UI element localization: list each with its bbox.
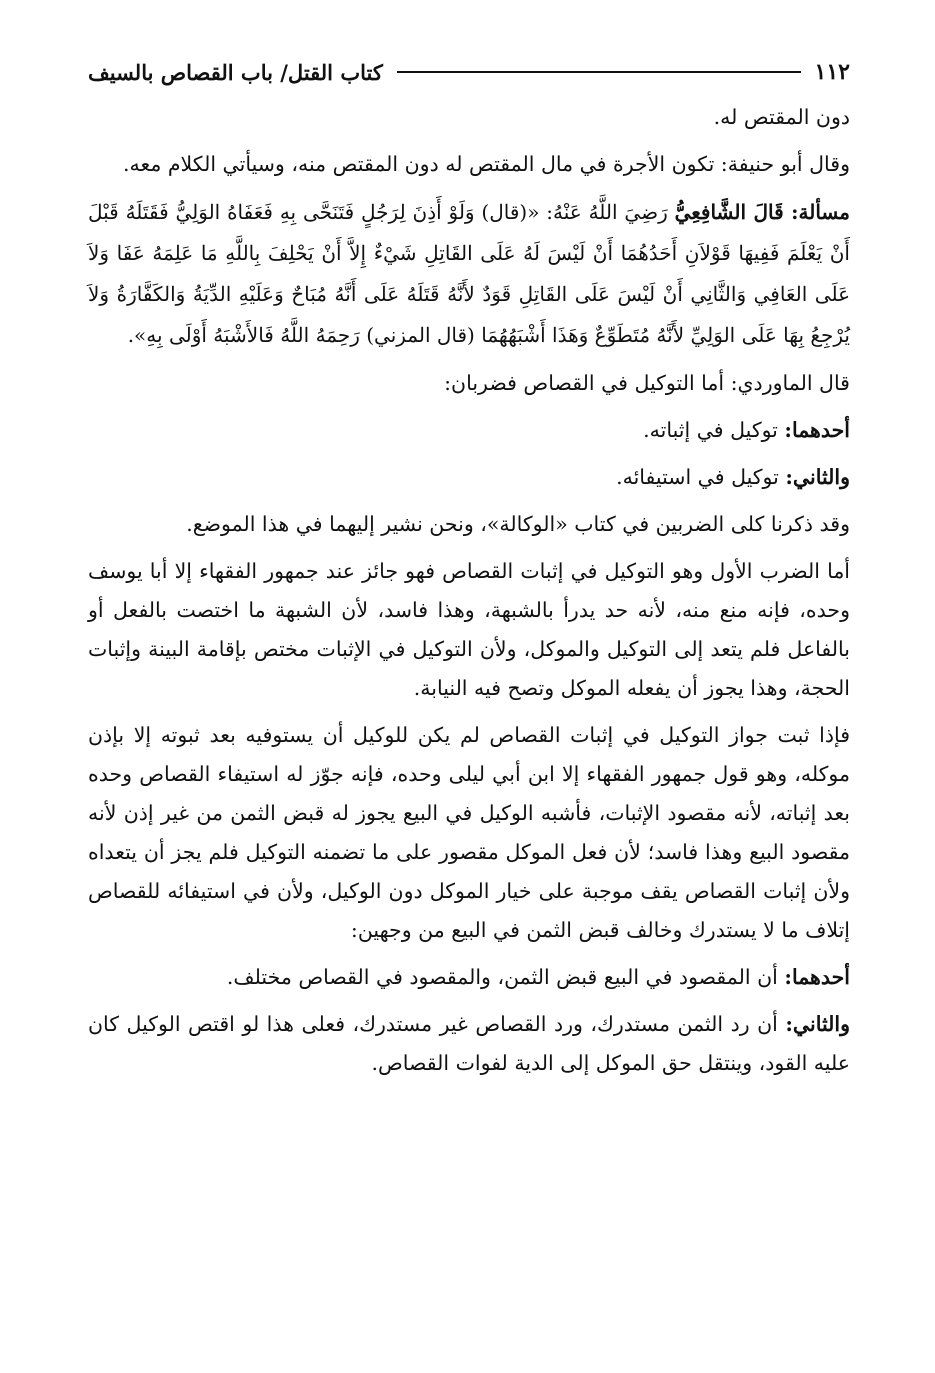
paragraph-lead: أحدهما: xyxy=(784,965,850,989)
header-rule xyxy=(397,71,801,73)
page-number: ١١٢ xyxy=(814,59,850,85)
paragraph-5 xyxy=(88,411,850,450)
paragraph-lead: والثاني: xyxy=(785,1012,850,1036)
paragraph-text: أن رد الثمن مستدرك، ورد القصاص غير مستدرك، فعلى هذا لو اقتص الوكيل كان عليه القود، وينتقل حق الموكل إلى الدية لفوات القصاص. xyxy=(88,1012,850,1075)
paragraph-text: توكيل في استيفائه. xyxy=(616,465,786,489)
paragraph-10 xyxy=(88,958,850,997)
paragraph-lead: والثاني: xyxy=(785,465,850,489)
book-page xyxy=(88,52,850,1312)
running-title: كتاب القتل/ باب القصاص بالسيف xyxy=(88,59,383,85)
paragraph-lead: أحدهما: xyxy=(784,418,850,442)
page-body xyxy=(88,98,850,1083)
paragraph-7 xyxy=(88,505,850,544)
paragraph-9 xyxy=(88,716,850,950)
paragraph-text: أما الضرب الأول وهو التوكيل في إثبات القصاص فهو جائز عند جمهور الفقهاء إلا أبا يوسف وحده، فإنه منع منه، لأنه حد يدرأ بالشبهة، وهذا فاسد، لأن الشبهة ما اختصت بالفعل أو بالفاعل فلم يتعد إلى التوكيل والموكل، ولأن التوكيل في الإثبات مختص بإقامة البينة وإثبات الحجة، وهذا يجوز أن يفعله الموكل وتصح فيه النيابة. xyxy=(88,559,850,700)
paragraph-text: فإذا ثبت جواز التوكيل في إثبات القصاص لم يكن للوكيل أن يستوفيه بعد ثبوته إلا بإذن موكله، وهو قول جمهور الفقهاء إلا ابن أبي ليلى وحده، فإنه جوّز له استيفاء القصاص وحده بعد إثباته، لأنه مقصود الإثبات، فأشبه الوكيل في البيع يجوز له قبض الثمن من غير إذن لأنه مقصود البيع وهذا فاسد؛ لأن فعل الموكل مقصور على ما تضمنه التوكيل فلم يجز أن يتعداه ولأن إثبات القصاص يقف موجبة على خيار الموكل دون الوكيل، ولأن في استيفائه للقصاص إتلاف ما لا يستدرك وخالف قبض الثمن في البيع من وجهين: xyxy=(88,723,850,942)
paragraph-text: دون المقتص له. xyxy=(713,105,850,129)
paragraph-text: أن المقصود في البيع قبض الثمن، والمقصود في القصاص مختلف. xyxy=(226,965,785,989)
paragraph-2 xyxy=(88,145,850,184)
paragraph-1 xyxy=(88,98,850,137)
paragraph-4 xyxy=(88,364,850,403)
paragraph-6 xyxy=(88,458,850,497)
paragraph-text: قال الماوردي: أما التوكيل في القصاص فضربان: xyxy=(444,371,850,395)
masala-paragraph xyxy=(88,192,850,356)
paragraph-11 xyxy=(88,1005,850,1083)
paragraph-text: توكيل في إثباته. xyxy=(643,418,785,442)
paragraph-8 xyxy=(88,552,850,708)
masala-lead: مسألة: قَالَ الشَّافِعِيُّ xyxy=(674,200,850,224)
paragraph-text: وقد ذكرنا كلى الضربين في كتاب «الوكالة»، ونحن نشير إليهما في هذا الموضع. xyxy=(186,512,850,536)
masala-text: رَضِيَ اللَّهُ عَنْهُ: «(قال) وَلَوْ أَذِنَ لِرَجُلٍ فَتَنَحَّى بِهِ فَعَفَاهُ الوَلِيُّ فَقَتَلَهُ قَبْلَ أَنْ يَعْلَمَ فَفِيهَا قَوْلاَنِ أَحَدُهُمَا أَنْ لَيْسَ لَهُ عَلَى القَاتِلِ شَيْءٌ إِلاَّ أَنْ يَحْلِفَ بِاللَّهِ مَا عَلِمَهُ عَفَا وَلاَ عَلَى العَافِي وَالثَّانِي أَنْ لَيْسَ عَلَى القَاتِلِ قَوَدٌ لأَنَّهُ قَتَلَهُ عَلَى أَنَّهُ مُبَاحٌ وَعَلَيْهِ الدِّيَةُ وَالكَفَّارَةُ وَلاَ يُرْجِعُ بِهَا عَلَى الوَلِيِّ لأَنَّهُ مُتَطَوِّعٌ وَهَذَا أَشْبَهُهُمَا (قال المزني) رَحِمَهُ اللَّهُ فَالأَشْبَهُ أَوْلَى بِهِ». xyxy=(88,200,850,347)
page-header xyxy=(88,52,850,92)
paragraph-text: وقال أبو حنيفة: تكون الأجرة في مال المقتص له دون المقتص منه، وسيأتي الكلام معه. xyxy=(122,152,850,176)
